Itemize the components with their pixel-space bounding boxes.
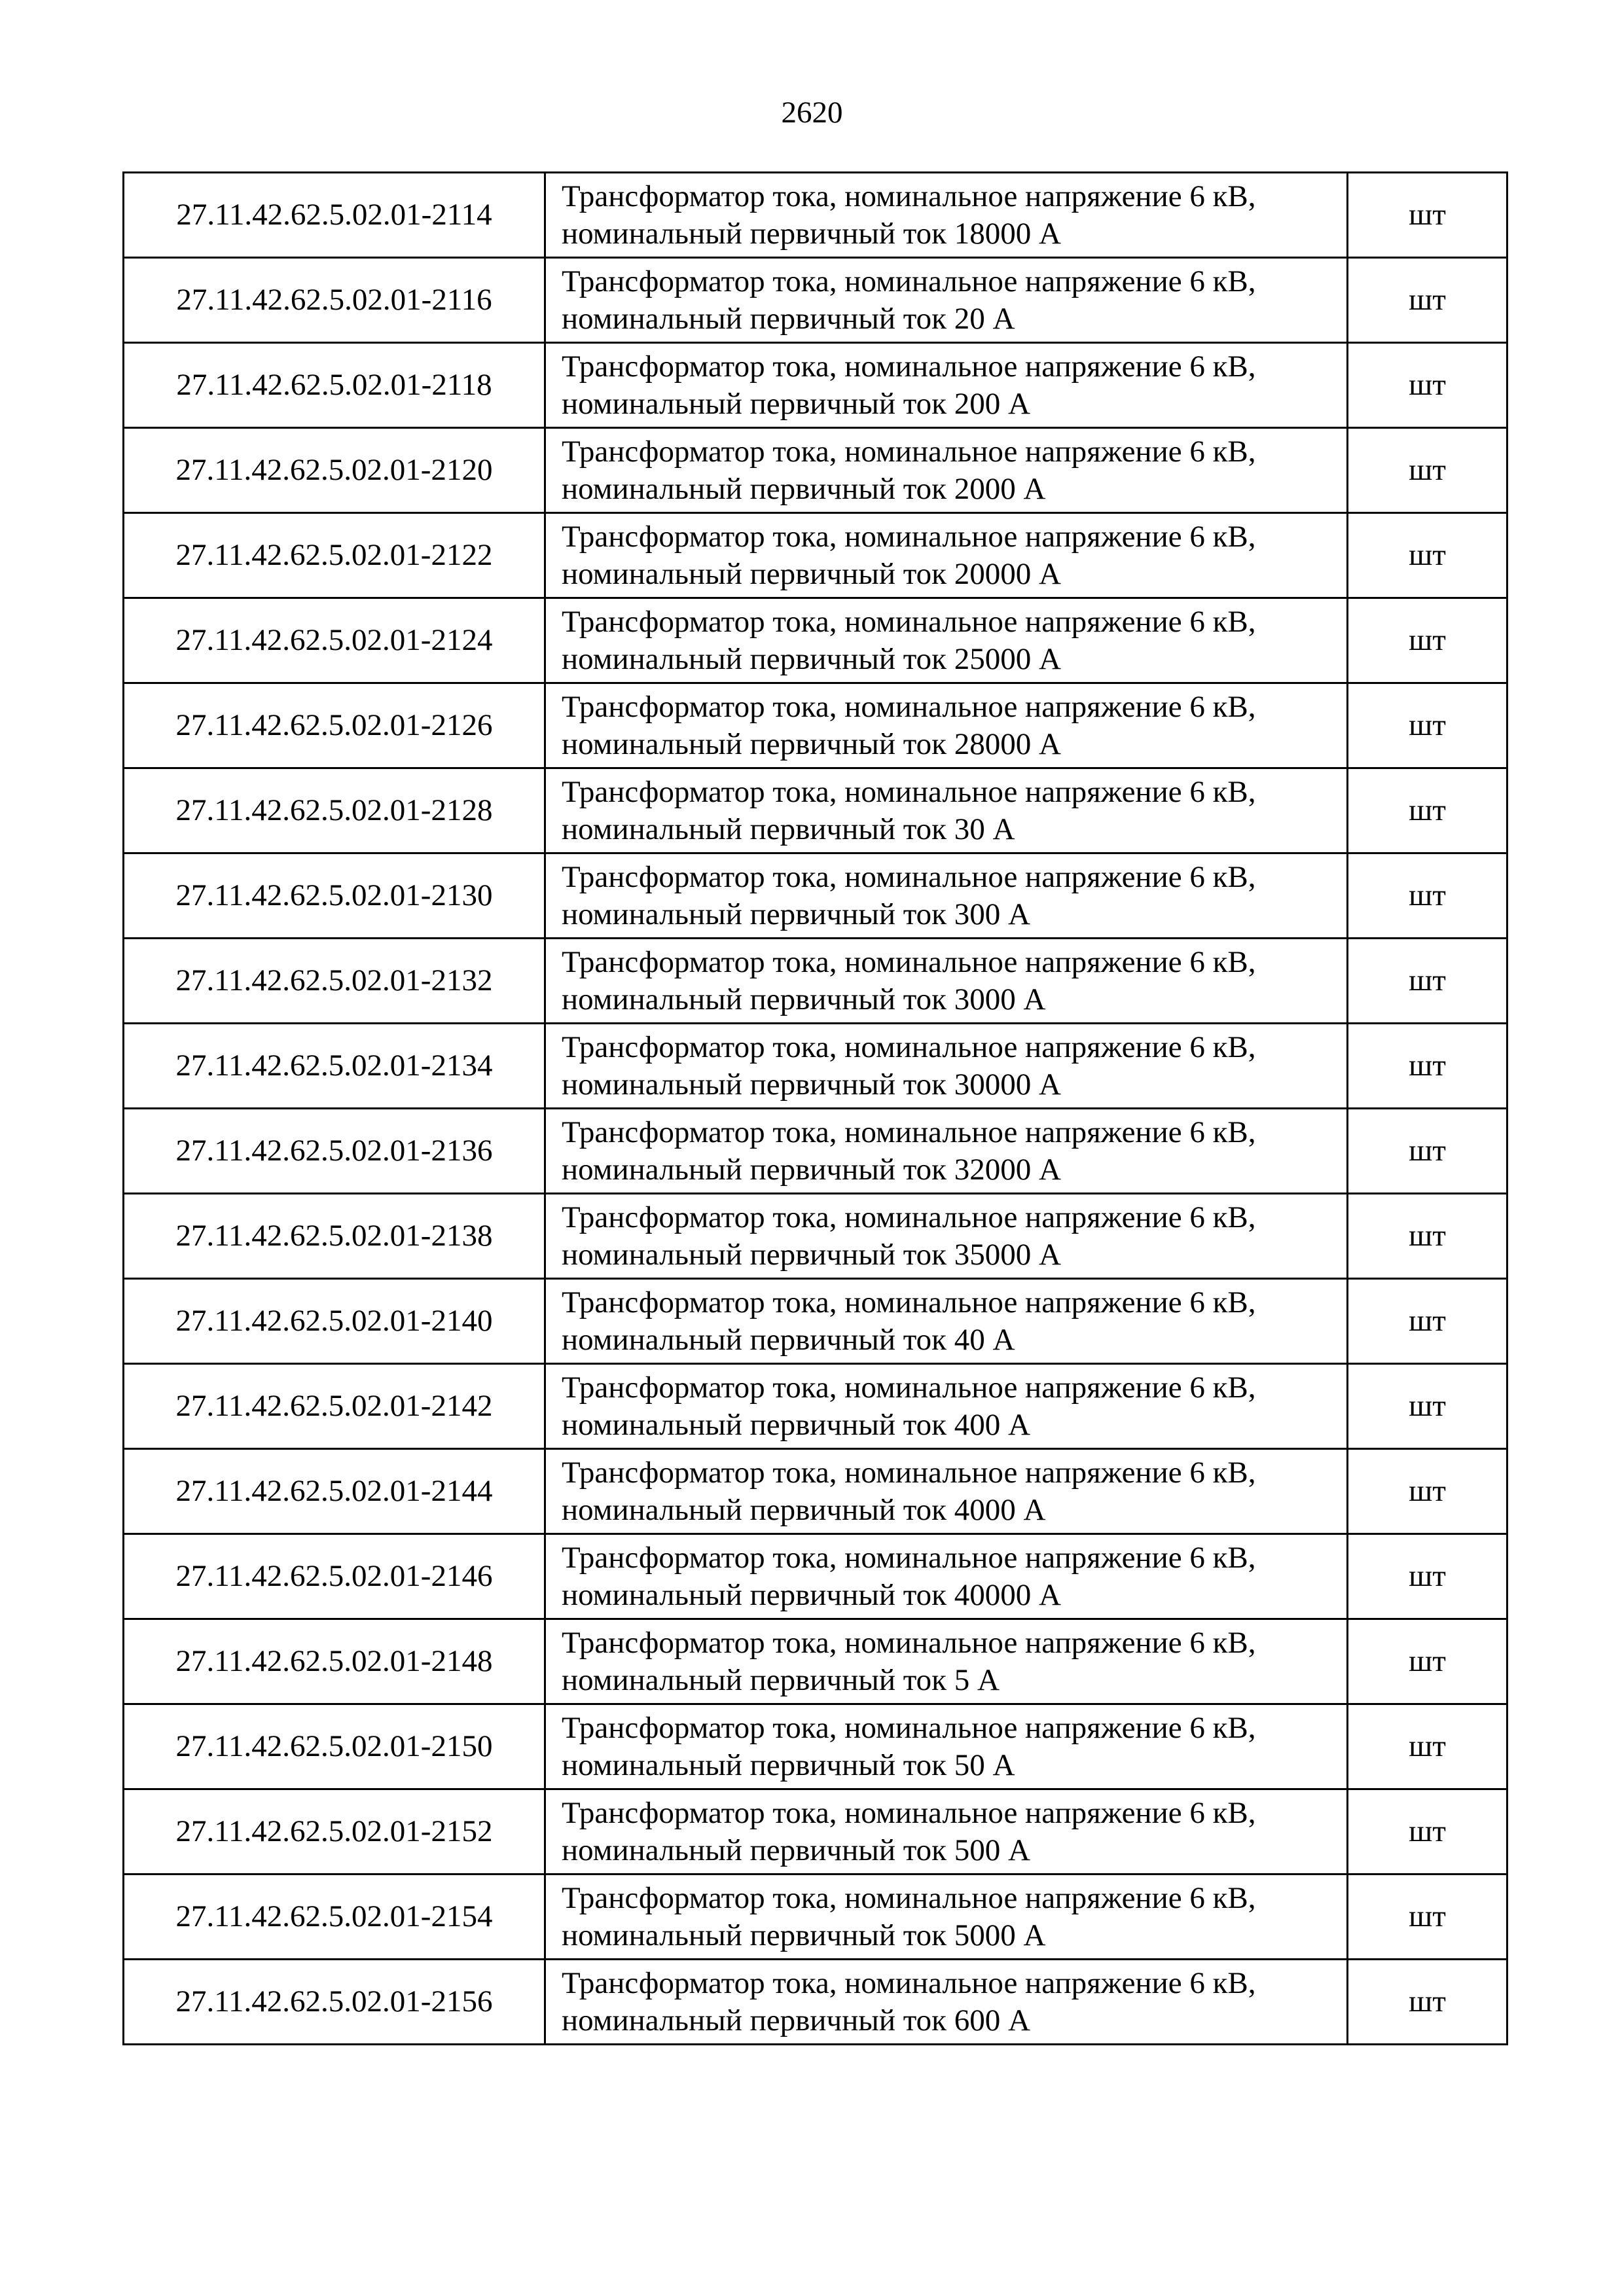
table-row [124, 1874, 1507, 1960]
description-line: номинальный первичный ток 32000 А [562, 1152, 1061, 1187]
table-row [124, 1534, 1507, 1619]
item-code: 27.11.42.62.5.02.01-2120 [124, 428, 545, 513]
item-code: 27.11.42.62.5.02.01-2156 [124, 1960, 545, 2045]
table-row [124, 173, 1507, 258]
description-line: Трансформатор тока, номинальное напряжение 6 кВ, [562, 179, 1256, 213]
item-unit: шт [1348, 1279, 1507, 1364]
description-line: номинальный первичный ток 600 А [562, 2003, 1030, 2037]
item-unit: шт [1348, 1960, 1507, 2045]
item-code: 27.11.42.62.5.02.01-2154 [124, 1874, 545, 1960]
description-line: номинальный первичный ток 300 А [562, 897, 1030, 931]
item-unit: шт [1348, 683, 1507, 768]
item-unit: шт [1348, 428, 1507, 513]
item-description [545, 258, 1348, 343]
item-unit: шт [1348, 1534, 1507, 1619]
item-unit: шт [1348, 1789, 1507, 1874]
item-description [545, 1279, 1348, 1364]
item-code: 27.11.42.62.5.02.01-2136 [124, 1109, 545, 1194]
item-code: 27.11.42.62.5.02.01-2144 [124, 1449, 545, 1534]
item-code: 27.11.42.62.5.02.01-2116 [124, 258, 545, 343]
description-line: номинальный первичный ток 20000 А [562, 556, 1061, 591]
item-unit: шт [1348, 853, 1507, 939]
description-line: номинальный первичный ток 40000 А [562, 1577, 1061, 1612]
description-line: номинальный первичный ток 2000 А [562, 471, 1046, 506]
item-unit: шт [1348, 173, 1507, 258]
table-row [124, 1789, 1507, 1874]
table-row [124, 1449, 1507, 1534]
description-line: номинальный первичный ток 40 А [562, 1322, 1015, 1357]
description-line: номинальный первичный ток 28000 А [562, 726, 1061, 761]
description-line: Трансформатор тока, номинальное напряжение 6 кВ, [562, 944, 1256, 979]
page-number: 2620 [781, 96, 843, 130]
item-description [545, 1364, 1348, 1449]
item-unit: шт [1348, 1449, 1507, 1534]
item-description [545, 1109, 1348, 1194]
item-code: 27.11.42.62.5.02.01-2118 [124, 343, 545, 428]
item-unit: шт [1348, 343, 1507, 428]
description-line: Трансформатор тока, номинальное напряжение 6 кВ, [562, 1200, 1256, 1234]
description-line: Трансформатор тока, номинальное напряжение 6 кВ, [562, 434, 1256, 469]
item-code: 27.11.42.62.5.02.01-2146 [124, 1534, 545, 1619]
item-description [545, 428, 1348, 513]
table-row [124, 853, 1507, 939]
item-code: 27.11.42.62.5.02.01-2122 [124, 513, 545, 598]
item-unit: шт [1348, 1874, 1507, 1960]
description-line: номинальный первичный ток 5 А [562, 1662, 1000, 1697]
table-row [124, 1194, 1507, 1279]
item-description [545, 853, 1348, 939]
description-line: Трансформатор тока, номинальное напряжение 6 кВ, [562, 1710, 1256, 1745]
description-line: Трансформатор тока, номинальное напряжение 6 кВ, [562, 349, 1256, 384]
description-line: номинальный первичный ток 200 А [562, 386, 1030, 421]
item-unit: шт [1348, 768, 1507, 853]
item-code: 27.11.42.62.5.02.01-2142 [124, 1364, 545, 1449]
item-unit: шт [1348, 258, 1507, 343]
item-description [545, 343, 1348, 428]
table-row [124, 258, 1507, 343]
item-unit: шт [1348, 598, 1507, 683]
item-description [545, 1449, 1348, 1534]
table-row [124, 1024, 1507, 1109]
item-description [545, 768, 1348, 853]
table-row [124, 1619, 1507, 1704]
item-description [545, 1704, 1348, 1789]
item-code: 27.11.42.62.5.02.01-2152 [124, 1789, 545, 1874]
description-line: номинальный первичный ток 400 А [562, 1407, 1030, 1442]
table-row [124, 1960, 1507, 2045]
item-code: 27.11.42.62.5.02.01-2114 [124, 173, 545, 258]
item-description [545, 1024, 1348, 1109]
description-line: номинальный первичный ток 35000 А [562, 1237, 1061, 1272]
description-line: Трансформатор тока, номинальное напряжение 6 кВ, [562, 519, 1256, 554]
description-line: номинальный первичный ток 5000 А [562, 1918, 1046, 1952]
description-line: Трансформатор тока, номинальное напряжение 6 кВ, [562, 859, 1256, 894]
description-line: Трансформатор тока, номинальное напряжение 6 кВ, [562, 1795, 1256, 1830]
description-line: номинальный первичный ток 18000 А [562, 216, 1061, 251]
table-row [124, 1109, 1507, 1194]
item-code: 27.11.42.62.5.02.01-2140 [124, 1279, 545, 1364]
item-description [545, 1874, 1348, 1960]
description-line: Трансформатор тока, номинальное напряжение 6 кВ, [562, 1880, 1256, 1915]
description-line: Трансформатор тока, номинальное напряжение 6 кВ, [562, 1285, 1256, 1319]
item-description [545, 939, 1348, 1024]
item-description [545, 1534, 1348, 1619]
item-code: 27.11.42.62.5.02.01-2150 [124, 1704, 545, 1789]
item-code: 27.11.42.62.5.02.01-2124 [124, 598, 545, 683]
table-row [124, 428, 1507, 513]
description-line: Трансформатор тока, номинальное напряжение 6 кВ, [562, 774, 1256, 809]
description-line: Трансформатор тока, номинальное напряжение 6 кВ, [562, 1030, 1256, 1064]
table-row [124, 768, 1507, 853]
item-unit: шт [1348, 1024, 1507, 1109]
item-unit: шт [1348, 1109, 1507, 1194]
table-row [124, 598, 1507, 683]
description-line: Трансформатор тока, номинальное напряжение 6 кВ, [562, 604, 1256, 639]
description-line: номинальный первичный ток 30000 А [562, 1067, 1061, 1102]
item-description [545, 598, 1348, 683]
item-code: 27.11.42.62.5.02.01-2148 [124, 1619, 545, 1704]
table-row [124, 343, 1507, 428]
description-line: Трансформатор тока, номинальное напряжение 6 кВ, [562, 1115, 1256, 1149]
item-code: 27.11.42.62.5.02.01-2126 [124, 683, 545, 768]
item-code: 27.11.42.62.5.02.01-2134 [124, 1024, 545, 1109]
table-row [124, 1704, 1507, 1789]
item-code: 27.11.42.62.5.02.01-2130 [124, 853, 545, 939]
item-unit: шт [1348, 939, 1507, 1024]
description-line: номинальный первичный ток 25000 А [562, 641, 1061, 676]
item-code: 27.11.42.62.5.02.01-2128 [124, 768, 545, 853]
description-line: Трансформатор тока, номинальное напряжение 6 кВ, [562, 689, 1256, 724]
description-line: Трансформатор тока, номинальное напряжение 6 кВ, [562, 1625, 1256, 1660]
item-unit: шт [1348, 1364, 1507, 1449]
table-row [124, 1279, 1507, 1364]
description-line: Трансформатор тока, номинальное напряжение 6 кВ, [562, 264, 1256, 298]
table-row [124, 939, 1507, 1024]
item-description [545, 1789, 1348, 1874]
item-description [545, 1194, 1348, 1279]
description-line: номинальный первичный ток 3000 А [562, 982, 1046, 1016]
item-description [545, 513, 1348, 598]
item-unit: шт [1348, 1619, 1507, 1704]
item-unit: шт [1348, 513, 1507, 598]
item-code: 27.11.42.62.5.02.01-2138 [124, 1194, 545, 1279]
item-description [545, 1960, 1348, 2045]
table-row [124, 513, 1507, 598]
catalog-table [122, 171, 1508, 2045]
table-row [124, 683, 1507, 768]
description-line: номинальный первичный ток 30 А [562, 812, 1015, 846]
description-line: Трансформатор тока, номинальное напряжение 6 кВ, [562, 1540, 1256, 1575]
description-line: номинальный первичный ток 50 А [562, 1748, 1015, 1782]
table-row [124, 1364, 1507, 1449]
item-description [545, 173, 1348, 258]
item-unit: шт [1348, 1194, 1507, 1279]
item-description [545, 683, 1348, 768]
item-unit: шт [1348, 1704, 1507, 1789]
item-code: 27.11.42.62.5.02.01-2132 [124, 939, 545, 1024]
item-description [545, 1619, 1348, 1704]
description-line: Трансформатор тока, номинальное напряжение 6 кВ, [562, 1965, 1256, 2000]
description-line: номинальный первичный ток 500 А [562, 1833, 1030, 1867]
description-line: Трансформатор тока, номинальное напряжение 6 кВ, [562, 1370, 1256, 1405]
description-line: номинальный первичный ток 4000 А [562, 1492, 1046, 1527]
description-line: Трансформатор тока, номинальное напряжение 6 кВ, [562, 1455, 1256, 1490]
description-line: номинальный первичный ток 20 А [562, 301, 1015, 336]
